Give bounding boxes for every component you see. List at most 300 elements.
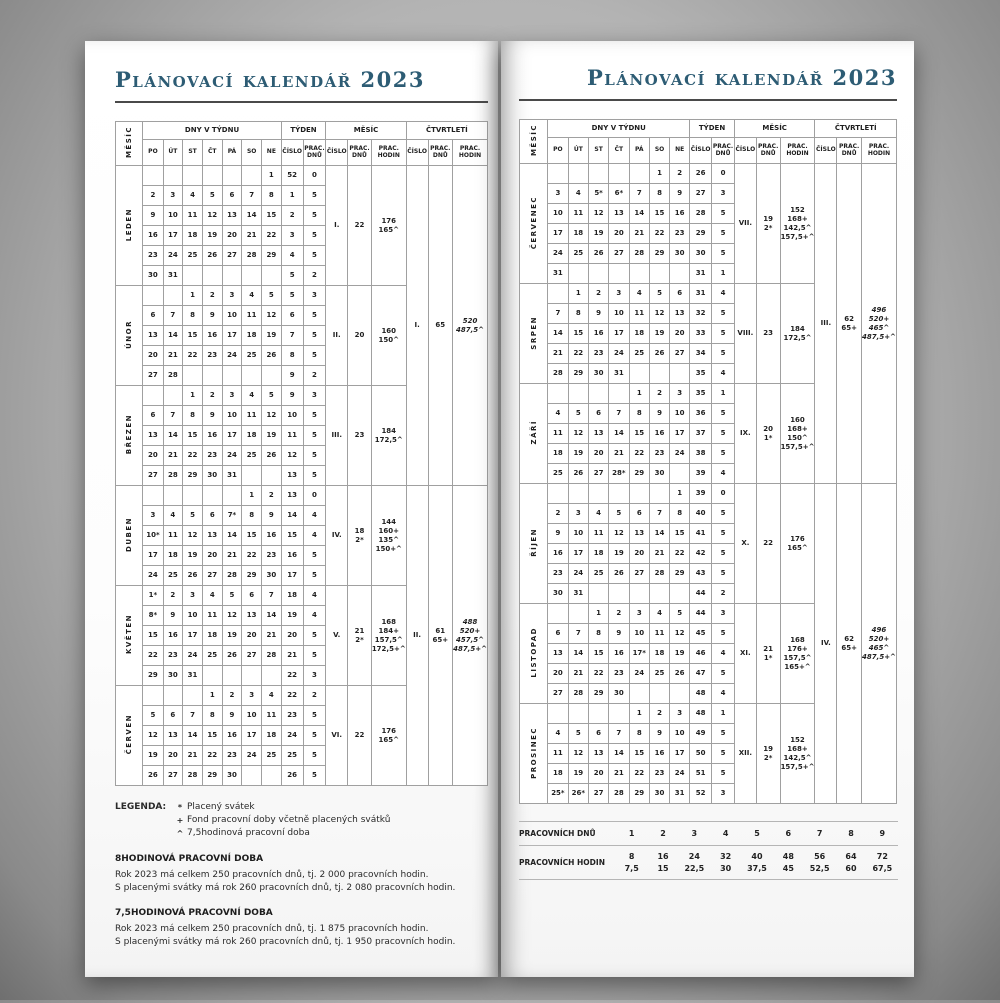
month-name-cell: ČERVEN: [116, 686, 143, 786]
week-workdays-cell: 5: [712, 424, 735, 444]
day-cell: 3: [670, 704, 690, 724]
day-cell: 18: [568, 224, 588, 244]
week-number-cell: 3: [281, 226, 303, 246]
day-cell: 24: [222, 346, 242, 366]
day-cell: 4: [629, 284, 649, 304]
day-header: NE: [670, 138, 690, 164]
day-cell: 23: [670, 224, 690, 244]
day-cell: 8: [202, 706, 222, 726]
empty-day-cell: [609, 704, 629, 724]
week-number-cell: 36: [690, 404, 712, 424]
day-cell: 25: [183, 246, 203, 266]
day-cell: 20: [609, 224, 629, 244]
month-axis-label: MĚSÍC: [529, 124, 538, 157]
quarter-group-header: ČTVRTLETÍ: [815, 120, 897, 138]
page-left-content: [85, 41, 498, 1003]
day-cell: 15: [589, 644, 609, 664]
week-row: [520, 164, 897, 184]
calendar-header: [116, 122, 488, 166]
day-cell: 8: [568, 304, 588, 324]
day-cell: 30: [262, 566, 282, 586]
week-workdays-cell: 4: [712, 364, 735, 384]
day-cell: 8: [629, 404, 649, 424]
day-cell: 4: [183, 186, 203, 206]
day-cell: 29: [670, 564, 690, 584]
day-cell: 9: [649, 724, 669, 744]
week-number-cell: 51: [690, 764, 712, 784]
day-cell: 16: [222, 726, 242, 746]
day-cell: 12: [202, 206, 222, 226]
day-cell: 9: [548, 524, 568, 544]
week-number-cell: 34: [690, 344, 712, 364]
empty-day-cell: [242, 366, 262, 386]
day-cell: 31: [183, 666, 203, 686]
quarter-workhours-cell: 496 520+ 465^ 487,5+^: [861, 484, 896, 804]
empty-day-cell: [262, 266, 282, 286]
week-workdays-cell: 5: [712, 244, 735, 264]
empty-day-cell: [589, 584, 609, 604]
month-number-cell: X.: [734, 484, 756, 604]
empty-day-cell: [609, 584, 629, 604]
week-workdays-cell: 3: [712, 784, 735, 804]
week-row: [116, 486, 488, 506]
empty-day-cell: [143, 486, 163, 506]
col-header: PRAC. DNŮ: [303, 140, 326, 166]
week-number-cell: 35: [690, 364, 712, 384]
empty-day-cell: [670, 464, 690, 484]
empty-day-cell: [183, 266, 203, 286]
day-cell: 7: [649, 504, 669, 524]
col-header: PRAC. HODIN: [453, 140, 488, 166]
empty-day-cell: [242, 266, 262, 286]
week-number-cell: 19: [281, 606, 303, 626]
day-cell: 28: [649, 564, 669, 584]
month-workdays-cell: 21 2*: [348, 586, 372, 686]
day-cell: 12: [609, 524, 629, 544]
month-name-cell: LEDEN: [116, 166, 143, 286]
day-cell: 23: [548, 564, 568, 584]
week-workdays-cell: 5: [303, 206, 326, 226]
empty-day-cell: [629, 164, 649, 184]
day-cell: 16: [548, 544, 568, 564]
day-cell: 11: [242, 406, 262, 426]
day-cell: 27: [222, 246, 242, 266]
day-cell: 20: [202, 546, 222, 566]
day-cell: 18: [183, 226, 203, 246]
empty-day-cell: [609, 164, 629, 184]
empty-day-cell: [183, 686, 203, 706]
day-cell: 16: [649, 424, 669, 444]
day-cell: 10: [222, 406, 242, 426]
week-workdays-cell: 3: [303, 666, 326, 686]
day-cell: 10: [609, 304, 629, 324]
day-cell: 16: [589, 324, 609, 344]
week-number-cell: 16: [281, 546, 303, 566]
worktable-value: 6: [785, 828, 792, 838]
day-cell: 5: [609, 504, 629, 524]
week-number-cell: 23: [281, 706, 303, 726]
day-cell: 20: [589, 764, 609, 784]
month-workhours-cell: 152 168+ 142,5^ 157,5+^: [780, 704, 815, 804]
day-cell: 14: [649, 524, 669, 544]
week-number-cell: 52: [281, 166, 303, 186]
month-number-cell: III.: [326, 386, 348, 486]
month-workdays-cell: 18 2*: [348, 486, 372, 586]
note-line: Rok 2023 má celkem 250 pracovních dnů, tj. 1 875 pracovních hodin.: [115, 924, 429, 934]
empty-day-cell: [163, 166, 183, 186]
week-workdays-cell: 5: [303, 186, 326, 206]
day-cell: 17: [143, 546, 163, 566]
day-cell: 27: [143, 466, 163, 486]
day-cell: 28: [548, 364, 568, 384]
day-cell: 13: [589, 744, 609, 764]
calendar-table-left: [115, 121, 488, 786]
day-cell: 21: [262, 626, 282, 646]
month-workdays-cell: 19 2*: [756, 164, 780, 284]
day-cell: 19: [143, 746, 163, 766]
day-cell: 30: [222, 766, 242, 786]
day-cell: 10: [548, 204, 568, 224]
day-cell: 6*: [609, 184, 629, 204]
day-cell: 24: [670, 444, 690, 464]
month-number-cell: II.: [326, 286, 348, 386]
week-number-cell: 13: [281, 466, 303, 486]
day-cell: 17: [163, 226, 183, 246]
week-number-cell: 37: [690, 424, 712, 444]
empty-day-cell: [649, 684, 669, 704]
month-workdays-cell: 21 1*: [756, 604, 780, 704]
day-cell: 4: [242, 386, 262, 406]
day-cell: 6: [670, 284, 690, 304]
day-cell: 17: [568, 544, 588, 564]
month-workdays-cell: 20 1*: [756, 384, 780, 484]
week-number-cell: 49: [690, 724, 712, 744]
day-cell: 11: [262, 706, 282, 726]
day-cell: 2: [202, 286, 222, 306]
empty-day-cell: [163, 286, 183, 306]
day-cell: 13: [143, 426, 163, 446]
empty-day-cell: [629, 264, 649, 284]
day-cell: 1: [262, 166, 282, 186]
day-cell: 30: [649, 464, 669, 484]
col-header: ČÍSLO: [690, 138, 712, 164]
note-line: S placenými svátky má rok 260 pracovních dnů, tj. 2 080 pracovních hodin.: [115, 883, 456, 893]
week-number-cell: 12: [281, 446, 303, 466]
day-cell: 23: [163, 646, 183, 666]
week-number-cell: 7: [281, 326, 303, 346]
day-cell: 12: [143, 726, 163, 746]
empty-day-cell: [242, 766, 262, 786]
day-cell: 29: [589, 684, 609, 704]
day-cell: 31: [568, 584, 588, 604]
day-header: PO: [143, 140, 163, 166]
week-workdays-cell: 0: [712, 484, 735, 504]
week-number-cell: 2: [281, 206, 303, 226]
plus-symbol: +: [176, 816, 184, 825]
month-workdays-cell: 22: [348, 686, 372, 786]
day-cell: 22: [589, 664, 609, 684]
day-header: PO: [548, 138, 568, 164]
week-number-cell: 52: [690, 784, 712, 804]
day-cell: 29: [242, 566, 262, 586]
week-workdays-cell: 1: [712, 704, 735, 724]
week-row: [116, 166, 488, 186]
week-number-cell: 20: [281, 626, 303, 646]
day-cell: 24: [242, 746, 262, 766]
month-number-cell: IX.: [734, 384, 756, 484]
worktable-value: 64 60: [845, 852, 857, 873]
day-cell: 4: [548, 724, 568, 744]
day-cell: 9: [589, 304, 609, 324]
month-workdays-cell: 23: [756, 284, 780, 384]
day-cell: 23: [202, 346, 222, 366]
week-workdays-cell: 4: [712, 284, 735, 304]
day-header: PÁ: [222, 140, 242, 166]
empty-day-cell: [262, 666, 282, 686]
month-name-cell: KVĚTEN: [116, 586, 143, 686]
day-cell: 8: [262, 186, 282, 206]
empty-day-cell: [589, 164, 609, 184]
day-cell: 2: [262, 486, 282, 506]
day-cell: 16: [202, 426, 222, 446]
day-cell: 1: [629, 704, 649, 724]
day-cell: 7: [609, 724, 629, 744]
week-number-cell: 21: [281, 646, 303, 666]
day-cell: 18: [548, 444, 568, 464]
week-workdays-cell: 5: [303, 546, 326, 566]
day-cell: 3: [609, 284, 629, 304]
col-header: PRAC. DNŮ: [428, 140, 453, 166]
day-cell: 31: [548, 264, 568, 284]
week-number-cell: 15: [281, 526, 303, 546]
empty-day-cell: [568, 484, 588, 504]
calendar-header: [520, 120, 897, 164]
day-cell: 29: [629, 784, 649, 804]
empty-day-cell: [670, 584, 690, 604]
day-cell: 12: [262, 306, 282, 326]
day-cell: 19: [589, 224, 609, 244]
day-cell: 5: [568, 404, 588, 424]
quarter-number-cell: I.: [406, 166, 428, 486]
worktable-label: PRACOVNÍCH HODIN: [519, 858, 605, 867]
month-workhours-cell: 168 176+ 157,5^ 165+^: [780, 604, 815, 704]
week-number-cell: 26: [281, 766, 303, 786]
empty-day-cell: [222, 266, 242, 286]
day-cell: 21: [163, 346, 183, 366]
week-number-cell: 22: [281, 686, 303, 706]
week-workdays-cell: 5: [712, 724, 735, 744]
day-cell: 13: [202, 526, 222, 546]
day-cell: 12: [183, 526, 203, 546]
empty-day-cell: [222, 486, 242, 506]
empty-day-cell: [262, 766, 282, 786]
day-cell: 17: [242, 726, 262, 746]
day-cell: 7: [548, 304, 568, 324]
day-cell: 10: [163, 206, 183, 226]
day-cell: 22: [670, 544, 690, 564]
day-cell: 27: [242, 646, 262, 666]
empty-day-cell: [589, 384, 609, 404]
quarter-workhours-cell: 488 520+ 457,5^ 487,5+^: [453, 486, 488, 786]
legend-item-text: Placený svátek: [187, 802, 255, 812]
day-cell: 19: [649, 324, 669, 344]
week-workdays-cell: 4: [712, 644, 735, 664]
worktable: [519, 821, 898, 880]
day-cell: 13: [589, 424, 609, 444]
empty-day-cell: [202, 486, 222, 506]
day-cell: 19: [609, 544, 629, 564]
week-workdays-cell: 5: [303, 446, 326, 466]
day-header: ST: [589, 138, 609, 164]
day-cell: 27: [670, 344, 690, 364]
day-cell: 16: [649, 744, 669, 764]
day-cell: 9: [202, 306, 222, 326]
week-workdays-cell: 5: [303, 746, 326, 766]
day-cell: 3: [670, 384, 690, 404]
day-cell: 20: [143, 346, 163, 366]
empty-day-cell: [202, 666, 222, 686]
day-header: ÚT: [163, 140, 183, 166]
week-workdays-cell: 4: [712, 684, 735, 704]
day-cell: 7: [568, 624, 588, 644]
legend-items: [173, 801, 390, 840]
week-workdays-cell: 2: [303, 366, 326, 386]
day-cell: 29: [568, 364, 588, 384]
col-header: PRAC. HODIN: [371, 140, 406, 166]
day-cell: 25: [202, 646, 222, 666]
day-cell: 24: [163, 246, 183, 266]
empty-day-cell: [183, 366, 203, 386]
day-cell: 30: [163, 666, 183, 686]
day-cell: 1: [670, 484, 690, 504]
empty-day-cell: [242, 166, 262, 186]
day-cell: 12: [568, 744, 588, 764]
day-cell: 2: [649, 384, 669, 404]
day-cell: 18: [242, 426, 262, 446]
month-name-cell: ZÁŘÍ: [520, 384, 548, 484]
month-name-cell: BŘEZEN: [116, 386, 143, 486]
month-workhours-cell: 176 165^: [371, 686, 406, 786]
day-cell: 14: [163, 326, 183, 346]
week-workdays-cell: 5: [712, 564, 735, 584]
week-workdays-cell: 1: [712, 264, 735, 284]
day-cell: 17: [222, 426, 242, 446]
day-cell: 21: [242, 226, 262, 246]
worktable-value: 32 30: [720, 852, 732, 873]
day-cell: 29: [143, 666, 163, 686]
month-axis-label: MĚSÍC: [125, 126, 134, 159]
empty-day-cell: [202, 166, 222, 186]
day-cell: 12: [649, 304, 669, 324]
day-cell: 27: [548, 684, 568, 704]
month-name-cell: SRPEN: [520, 284, 548, 384]
day-cell: 26: [202, 246, 222, 266]
day-cell: 14: [609, 424, 629, 444]
week-number-cell: 42: [690, 544, 712, 564]
week-workdays-cell: 5: [712, 224, 735, 244]
week-number-cell: 4: [281, 246, 303, 266]
day-cell: 13: [163, 726, 183, 746]
day-cell: 11: [649, 624, 669, 644]
day-cell: 1: [202, 686, 222, 706]
day-cell: 27: [629, 564, 649, 584]
col-header: ČÍSLO: [281, 140, 303, 166]
legend: [115, 801, 488, 840]
month-workdays-cell: 20: [348, 286, 372, 386]
week-number-cell: 29: [690, 224, 712, 244]
empty-day-cell: [609, 384, 629, 404]
day-cell: 7: [163, 306, 183, 326]
week-workdays-cell: 5: [712, 624, 735, 644]
day-cell: 30: [143, 266, 163, 286]
month-number-cell: XII.: [734, 704, 756, 804]
week-number-cell: 43: [690, 564, 712, 584]
week-workdays-cell: 5: [303, 706, 326, 726]
day-cell: 28: [222, 566, 242, 586]
worktable-value: 4: [722, 828, 729, 838]
asterisk-symbol: *: [177, 803, 183, 812]
day-cell: 6: [143, 306, 163, 326]
day-cell: 5: [183, 506, 203, 526]
empty-day-cell: [548, 164, 568, 184]
empty-day-cell: [568, 384, 588, 404]
empty-day-cell: [629, 364, 649, 384]
week-number-cell: 35: [690, 384, 712, 404]
day-cell: 14: [183, 726, 203, 746]
week-workdays-cell: 4: [303, 506, 326, 526]
day-cell: 18: [242, 326, 262, 346]
empty-day-cell: [589, 704, 609, 724]
quarter-workdays-cell: 65: [428, 166, 453, 486]
day-cell: 13: [629, 524, 649, 544]
empty-day-cell: [649, 364, 669, 384]
day-cell: 11: [548, 744, 568, 764]
week-number-cell: 41: [690, 524, 712, 544]
empty-day-cell: [242, 466, 262, 486]
day-cell: 23: [609, 664, 629, 684]
day-cell: 18: [163, 546, 183, 566]
day-cell: 7: [163, 406, 183, 426]
empty-day-cell: [262, 466, 282, 486]
page-left: [85, 41, 498, 977]
day-cell: 28*: [609, 464, 629, 484]
week-number-cell: 8: [281, 346, 303, 366]
day-cell: 10: [629, 624, 649, 644]
day-cell: 13: [670, 304, 690, 324]
day-cell: 21: [609, 764, 629, 784]
day-cell: 25: [242, 346, 262, 366]
day-cell: 6: [548, 624, 568, 644]
day-header: ÚT: [568, 138, 588, 164]
week-workdays-cell: 5: [303, 306, 326, 326]
week-number-cell: 50: [690, 744, 712, 764]
day-cell: 10*: [143, 526, 163, 546]
week-number-cell: 26: [690, 164, 712, 184]
week-number-cell: 33: [690, 324, 712, 344]
worktable-value: 9: [879, 828, 886, 838]
day-cell: 9: [649, 404, 669, 424]
month-axis-header: [116, 122, 143, 166]
day-cell: 4: [242, 286, 262, 306]
legend-label: LEGENDA:: [115, 802, 167, 812]
note-line: Rok 2023 má celkem 250 pracovních dnů, tj. 2 000 pracovních hodin.: [115, 870, 429, 880]
empty-day-cell: [548, 704, 568, 724]
day-cell: 21: [222, 546, 242, 566]
day-cell: 8: [670, 504, 690, 524]
week-workdays-cell: 4: [303, 586, 326, 606]
week-workdays-cell: 5: [712, 764, 735, 784]
week-number-cell: 18: [281, 586, 303, 606]
